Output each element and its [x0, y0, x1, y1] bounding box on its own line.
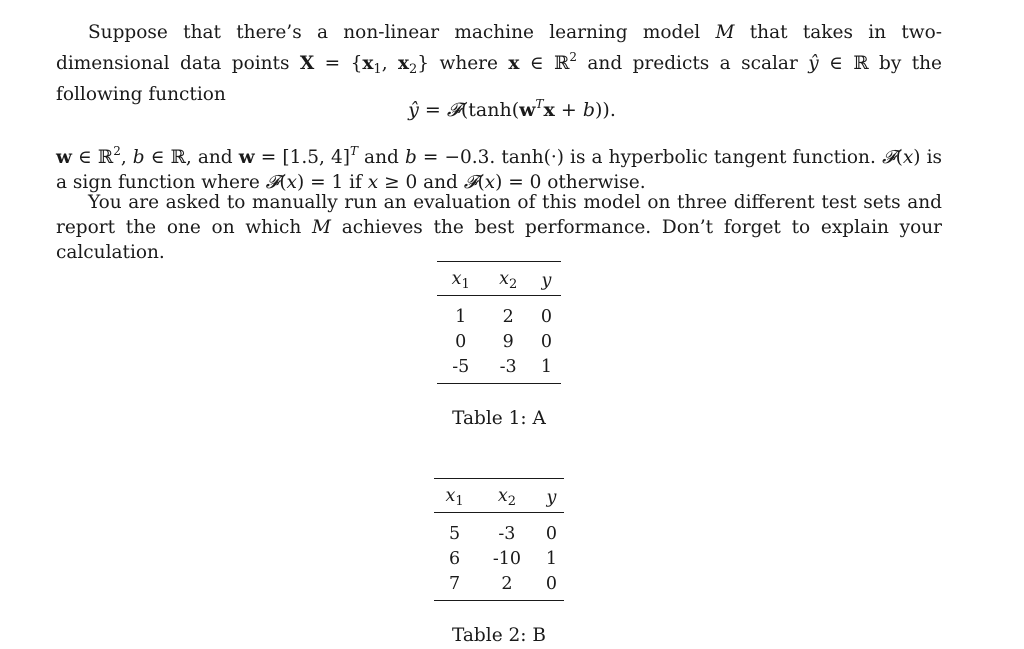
table-cell: -10 [492, 548, 521, 569]
table-b-caption: Table 2: B [452, 625, 546, 646]
table-cell: 5 [448, 523, 461, 544]
table-b [434, 478, 564, 601]
table-cell: -3 [499, 356, 517, 377]
table-cell: 2 [501, 573, 513, 594]
table-a [437, 261, 561, 384]
table-cell: 0 [455, 331, 467, 352]
table-row [437, 354, 561, 384]
column-header-y: y [541, 270, 552, 291]
definitions-paragraph: w ∈ ℝ$^2$, b ∈ ℝ, and w = [1.5, 4]$^T$ and b = −0.3. tanh(·) is a hyperbolic tangent function. 𝓕(x) is a sign function where 𝓕(x) = 1 if x ≥ 0 and 𝓕(x) = 0 otherwise. [56, 144, 942, 193]
table-cell: 0 [540, 306, 552, 327]
table-row [437, 329, 561, 354]
column-header-x1: $x_1$ [445, 486, 464, 509]
table-cell: -3 [498, 523, 516, 544]
column-header-x1: $x_1$ [451, 269, 470, 292]
table-row [434, 513, 564, 547]
table-cell: 0 [545, 523, 557, 544]
table-cell: 9 [502, 331, 514, 352]
table-cell: -5 [452, 356, 470, 377]
table-cell: 1 [455, 306, 467, 327]
column-header-x2: $x_2$ [497, 486, 516, 509]
table-row [437, 296, 561, 330]
table-row [434, 571, 564, 601]
table-cell: 6 [448, 548, 461, 569]
table-a-caption: Table 1: A [452, 408, 546, 429]
task-paragraph: You are asked to manually run an evaluation of this model on three different test sets and report the one on which M achieves the best performance. Don’t forget to explain your calculation. [56, 192, 942, 263]
column-header-y: y [546, 487, 557, 508]
table-cell: 0 [540, 331, 552, 352]
table-cell: 7 [448, 573, 461, 594]
table-cell: 1 [540, 356, 552, 377]
intro-paragraph: Suppose that there’s a non-linear machine learning model M that takes in two-dimensional data points $X = \{x_1$, $x_2$} where x ∈ ℝ$^2$ and predicts a scalar ŷ ∈ ℝ by the following function [56, 22, 942, 105]
table-cell: 0 [545, 573, 557, 594]
model-equation: ŷ = $𝓕(\tanh(w^Tx + b))$. [408, 97, 616, 121]
table-cell: 1 [545, 548, 557, 569]
column-header-x2: $x_2$ [499, 269, 518, 292]
table-row [434, 546, 564, 571]
table-cell: 2 [502, 306, 514, 327]
